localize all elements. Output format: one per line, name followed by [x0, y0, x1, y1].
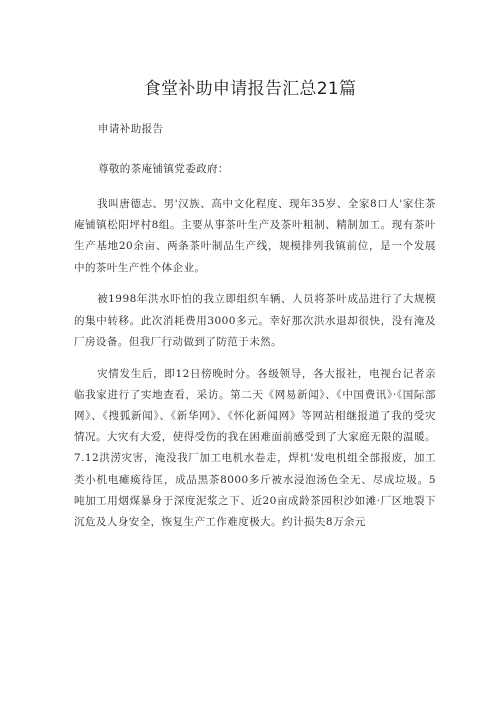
salutation-line: 尊敬的茶庵铺镇党委政府： [98, 163, 229, 175]
paragraph-flood-transfer: 被1998年洪水吓怕的我立即组织车辆、人员将茶叶成品进行了大规模的集中转移。此次消耗费用3000多元。幸好那次洪水退却很快，没有淹及厂房设备。但我厂行动做到了防范于未然。 [74, 293, 436, 348]
report-subheading: 申请补助报告 [98, 123, 164, 135]
paragraph-disaster-loss: 灾情发生后，即12日傍晚时分。各级领导，各大报社，电视台记者亲临我家进行了实地查看，采访。第二天《网易新闻》、《中国费讯》·《国际部网》、《搜狐新闻》、《新华网》、《怀化新闻网》等网站相继报道了我的受灾情况。大灾有大爱，使得受伤的我在困难面前感受到了大家庭无限的温暖。7.12洪涝灾害，淹没我厂加工电机水卷走，焊机'发电机组全部报废，加工类小机电瘫痪待匡，成品黑茶8000多斤被水浸泡汤色全无、尽成垃圾。5吨加工用烟煤暴身于深度泥浆之下、近20亩成龄茶园积沙如滩·厂区地裂下沉危及人身安全，恢复生产工作难度极大。约计损失8万余元 [74, 367, 436, 529]
document-body [74, 194, 436, 533]
paragraph-applicant-intro: 我叫唐德志、男'汉族、高中文化程度、现年35岁、全家8口人'家住茶庵铺镇松阳坪村8组。主要从事茶叶生产及茶叶粗制、精制加工。现有茶叶生产基地20余亩、两条茶叶制品生产线，规模排列我镇前位，是一个发展中的茶叶生产性个体企业。 [74, 198, 436, 274]
document-title: 食堂补助申请报告汇总21篇 [143, 79, 357, 99]
